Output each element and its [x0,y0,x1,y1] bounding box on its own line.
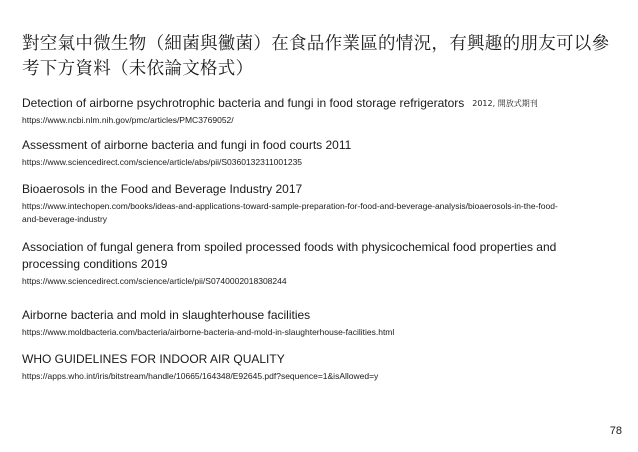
page-title: 對空氣中微生物（細菌與黴菌）在食品作業區的情況，有興趣的朋友可以參考下方資料（未依論文格式） [22,34,610,79]
reference-title: Detection of airborne psychrotrophic bacteria and fungi in food storage refrigerators [22,96,465,110]
reference-url[interactable]: https://www.intechopen.com/books/ideas-and-applications-toward-sample-preparation-for-food-and-beverage-analysis/bioaerosols-in-the-food-and-beverage-industry [22,201,558,224]
reference-title: Assessment of airborne bacteria and fungi in food courts 2011 [22,138,352,152]
reference-item [22,307,622,339]
reference-url[interactable]: https://www.sciencedirect.com/science/article/pii/S0740002018308244 [22,276,287,286]
reference-note: 2012, 開放式期刊 [472,99,538,108]
reference-url[interactable]: https://apps.who.int/iris/bitstream/handle/10665/164348/E92645.pdf?sequence=1&isAllowed=y [22,371,379,381]
reference-title: Bioaerosols in the Food and Beverage Industry 2017 [22,182,303,196]
reference-title: WHO GUIDELINES FOR INDOOR AIR QUALITY [22,352,285,366]
reference-item [22,351,622,383]
page-number: 78 [609,425,622,437]
reference-title: Airborne bacteria and mold in slaughterhouse facilities [22,308,311,322]
reference-title: Association of fungal genera from spoiled processed foods with physicochemical food properties and processing conditions 2019 [22,240,557,271]
reference-item [22,239,582,288]
reference-url[interactable]: https://www.moldbacteria.com/bacteria/airborne-bacteria-and-mold-in-slaughterhouse-facilities.html [22,327,395,337]
reference-item [22,181,562,226]
reference-item [22,95,622,127]
reference-url[interactable]: https://www.sciencedirect.com/science/article/abs/pii/S0360132311001235 [22,157,303,167]
reference-item [22,137,622,169]
reference-url[interactable]: https://www.ncbi.nlm.nih.gov/pmc/articles/PMC3769052/ [22,115,234,125]
